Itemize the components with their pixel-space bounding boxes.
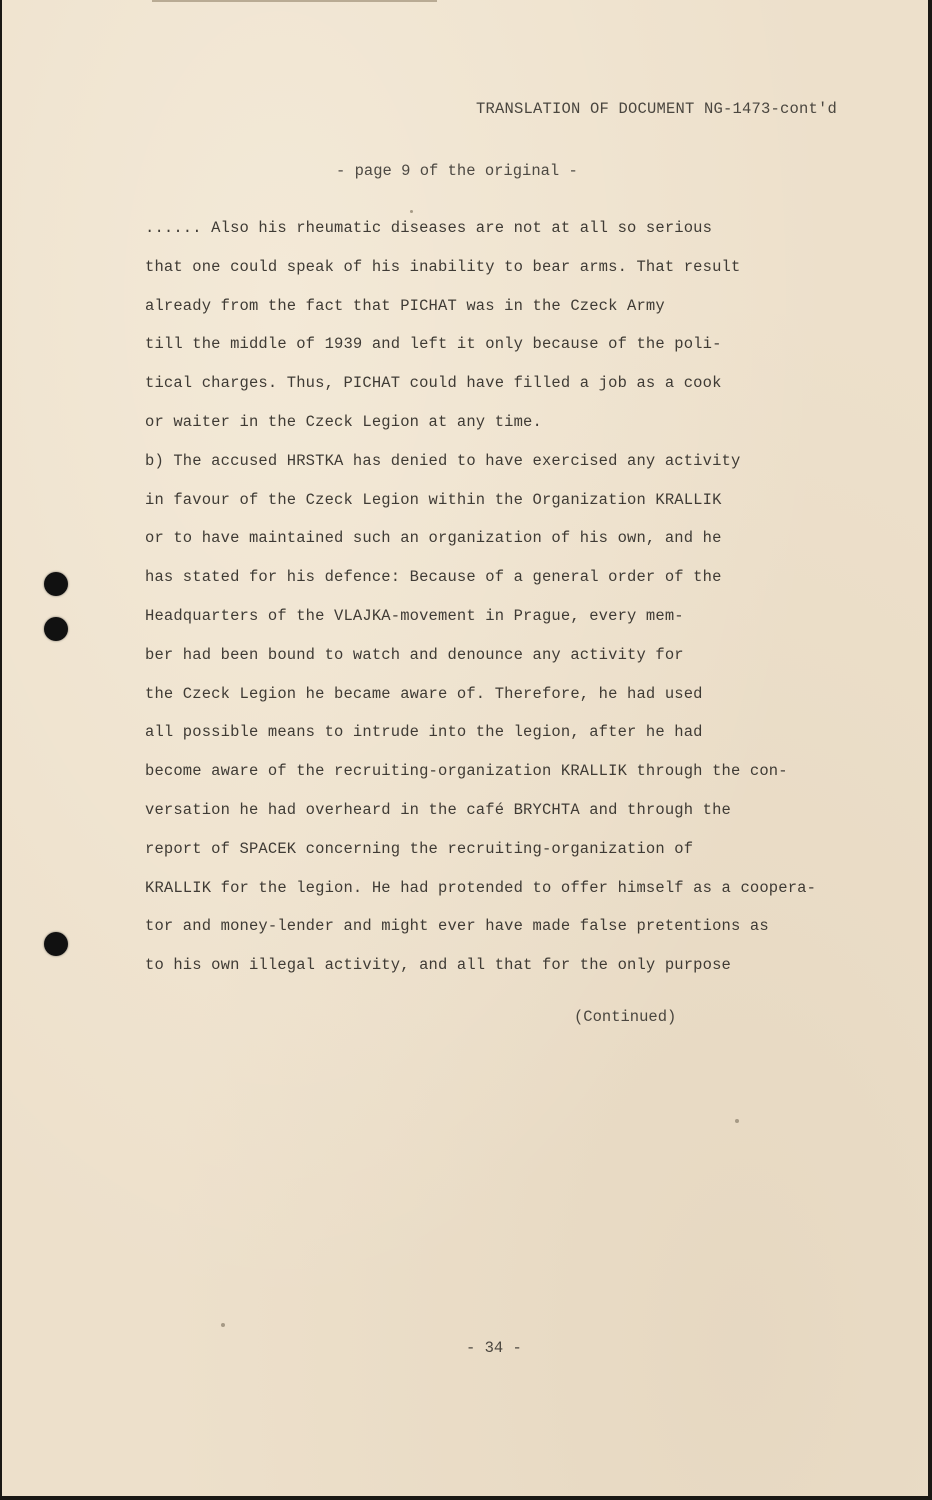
body-line: till the middle of 1939 and left it only because of the poli-	[145, 335, 722, 354]
body-line: b) The accused HRSTKA has denied to have exercised any activity	[145, 451, 741, 470]
page-reference: - page 9 of the original -	[336, 162, 578, 180]
body-line: tor and money-lender and might ever have made false pretentions as	[145, 917, 769, 936]
body-line: the Czeck Legion he became aware of. Therefore, he had used	[145, 684, 703, 703]
punch-hole	[44, 617, 68, 641]
page-number: - 34 -	[466, 1339, 522, 1357]
body-line: already from the fact that PICHAT was in the Czeck Army	[145, 296, 665, 315]
body-line: in favour of the Czeck Legion within the Organization KRALLIK	[145, 490, 722, 509]
body-line: ...... Also his rheumatic diseases are not at all so serious	[145, 219, 713, 237]
punch-hole	[44, 932, 68, 956]
body-line: become aware of the recruiting-organization KRALLIK through the con-	[145, 762, 788, 781]
body-line: has stated for his defence: Because of a general order of the	[145, 568, 722, 587]
top-edge-rule	[152, 0, 437, 2]
punch-hole	[44, 572, 68, 596]
body-line: versation he had overheard in the café BRYCHTA and through the	[145, 800, 731, 819]
body-line: or waiter in the Czeck Legion at any time.	[145, 412, 542, 431]
body-line: KRALLIK for the legion. He had protended to offer himself as a coopera-	[145, 878, 817, 897]
body-line: Headquarters of the VLAJKA-movement in Prague, every mem-	[145, 606, 684, 625]
paper-speck	[221, 1323, 225, 1327]
body-text	[145, 218, 865, 994]
paper-speck	[735, 1119, 739, 1123]
body-line: to his own illegal activity, and all that for the only purpose	[145, 956, 731, 975]
body-line: that one could speak of his inability to bear arms. That result	[145, 257, 741, 276]
paper-speck	[410, 210, 413, 213]
document-page	[2, 0, 928, 1496]
body-line: report of SPACEK concerning the recruiting-organization of	[145, 839, 694, 858]
continued-note: (Continued)	[574, 1008, 677, 1026]
document-header: TRANSLATION OF DOCUMENT NG-1473-cont'd	[476, 100, 838, 118]
body-line: tical charges. Thus, PICHAT could have filled a job as a cook	[145, 374, 722, 393]
body-line: ber had been bound to watch and denounce any activity for	[145, 645, 684, 664]
body-line: all possible means to intrude into the legion, after he had	[145, 723, 703, 742]
body-line: or to have maintained such an organization of his own, and he	[145, 529, 722, 548]
